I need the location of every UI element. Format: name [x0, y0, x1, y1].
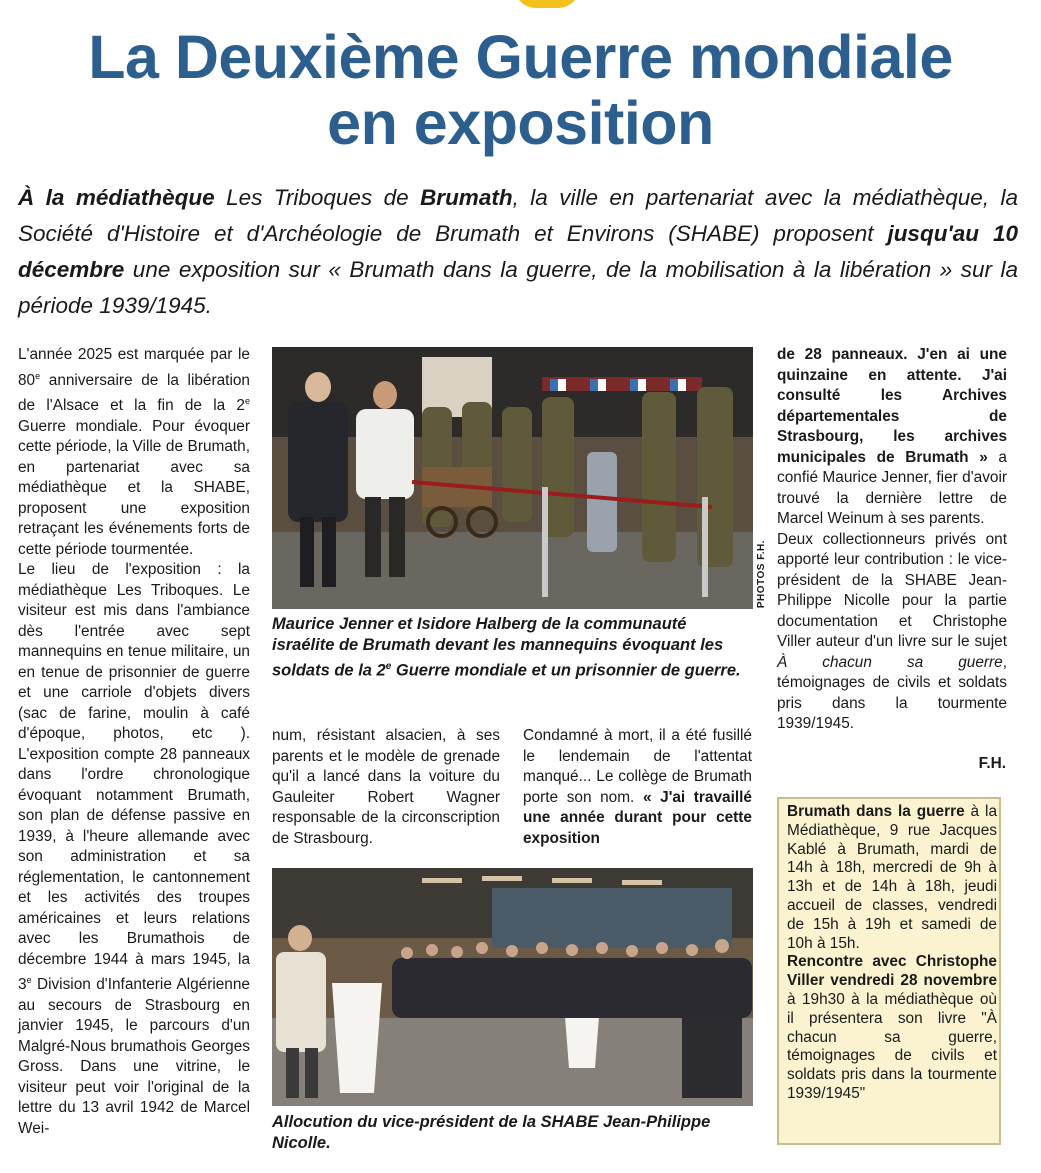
text: Guerre mondiale et un prisonnier de guerre. [391, 661, 741, 680]
column-3 [777, 345, 1007, 735]
lede-bold-3: jusqu'au 10 décembre [18, 221, 1018, 282]
text: a confié Maurice Jenner, fier d'avoir trouvé la dernière lettre de Marcel Weinum à ses parents. [777, 448, 1007, 527]
headline-line-1: La Deuxième Guerre mondiale [88, 23, 953, 91]
author-signature: F.H. [978, 755, 1006, 772]
text: , témoignages de civils et soldats pris dans la tourmente 1939/1945. [777, 653, 1007, 732]
photo-speech [272, 868, 753, 1106]
column-2a: num, résistant alsacien, à ses parents et le modèle de grenade qu'il a lancé dans la voiture du Gauleiter Robert Wagner responsable de la circonscription de Strasbourg. [272, 727, 500, 847]
column-1 [18, 345, 250, 1139]
text: Division d'Infanterie Algérienne au secours de Strasbourg en janvier 1945, le parcours d'un Malgré-Nous brumathois Georges Gross. Dans une vitrine, le visiteur peut voir l'original de la lettre du 13 avril 1942 de Marcel Wei- [18, 976, 250, 1137]
text: Deux collectionneurs privés ont apporté leur contribution : le vice-président de la SHABE Jean-Philippe Nicolle pour la partie documentation et Christophe Viller auteur d'un livre sur le sujet [777, 530, 1007, 650]
bold-quote: de 28 panneaux. J'en ai une quinzaine en attente. J'ai consulté les Archives départementales de Strasbourg, les archives municipales de Brumath » [777, 346, 1007, 466]
lede-bold-1: À la médiathèque [18, 185, 215, 210]
caption-photo-1 [272, 614, 753, 682]
headline-line-2: en exposition [327, 89, 714, 157]
lede-text-3: une exposition sur « Brumath dans la guerre, de la mobilisation à la libération » sur la période 1939/1945. [18, 257, 1018, 318]
lede [18, 180, 1018, 324]
sup: e [26, 975, 32, 986]
column-2b [523, 726, 752, 849]
headline [0, 24, 1041, 156]
column-1-paragraph-2 [18, 560, 250, 1139]
sup: e [35, 370, 41, 381]
photo-credit: PHOTOS F.H. [756, 540, 767, 609]
text: Condamné à mort, il a été fusillé le lendemain de l'attentat manqué... Le collège de Brumath porte son nom. [523, 727, 752, 806]
sup: e [385, 661, 392, 672]
text: Le lieu de l'exposition : la médiathèque Les Triboques. Le visiteur est mis dans l'ambiance dès l'entrée avec sept mannequins en tenue militaire, un en tenue de prisonnier de guerre et une carriole d'objets divers (sac de farine, moulin à café d'époque, photos, etc ). L'exposition compte 28 panneaux dans l'ordre chronologique évoquant notamment Brumath, son plan de défense passive en 1939, à l'heure allemande avec son administration et sa réglementation, le cantonnement et les activités des troupes américaines et leurs relations avec les Brumathois de décembre 1944 à mars 1945, la 3 [18, 561, 250, 994]
column-1-paragraph-1 [18, 345, 250, 560]
sup: e [244, 396, 250, 407]
info-box-title: Brumath dans la guerre [787, 803, 965, 820]
column-3-paragraph-2 [777, 530, 1007, 735]
text: anniversaire de la libération de l'Alsace et la fin de la 2 [18, 371, 250, 415]
decorative-blob [514, 0, 580, 8]
lede-text-1: Les Triboques de [214, 185, 421, 210]
lede-bold-2: Brumath [420, 185, 513, 210]
info-box-hours: à la Médiathèque, 9 rue Jacques Kablé à Brumath, mardi de 14h à 18h, mercredi de 9h à 13h et de 14h à 18h, jeudi accueil de classes, vendredi de 15h à 19h et samedi de 10h à 15h. [787, 803, 998, 952]
info-box-event-details: à 19h30 à la médiathèque où il présentera son livre "À chacun sa guerre, témoignages de civils et soldats pris dans la tourmente 1939/1945" [787, 990, 997, 1102]
lede-text-2: , la ville en partenariat avec la médiathèque, la Société d'Histoire et d'Archéologie de Brumath et Environs (SHABE) proposent [18, 185, 1019, 246]
text: L'année 2025 est marquée par le 80 [18, 346, 250, 389]
photo-mannequins [272, 347, 753, 609]
text: Maurice Jenner et Isidore Halberg de la communauté israélite de Brumath devant les mannequins évoquant les soldats de la 2 [272, 615, 724, 680]
book-title: À chacun sa guerre [777, 653, 1003, 671]
info-box [777, 797, 1001, 1145]
caption-photo-2: Allocution du vice-président de la SHABE Jean-Philippe Nicolle. [272, 1113, 711, 1152]
info-box-event: Rencontre avec Christophe Viller vendredi 28 novembre [787, 953, 997, 990]
bold-quote: « J'ai travaillé une année durant pour cette exposition [523, 788, 752, 847]
text: Guerre mondiale. Pour évoquer cette période, la Ville de Brumath, en partenariat avec sa médiathèque et la SHABE, proposent une exposition retraçant les événements forts de cette période tourmentée. [18, 417, 250, 558]
